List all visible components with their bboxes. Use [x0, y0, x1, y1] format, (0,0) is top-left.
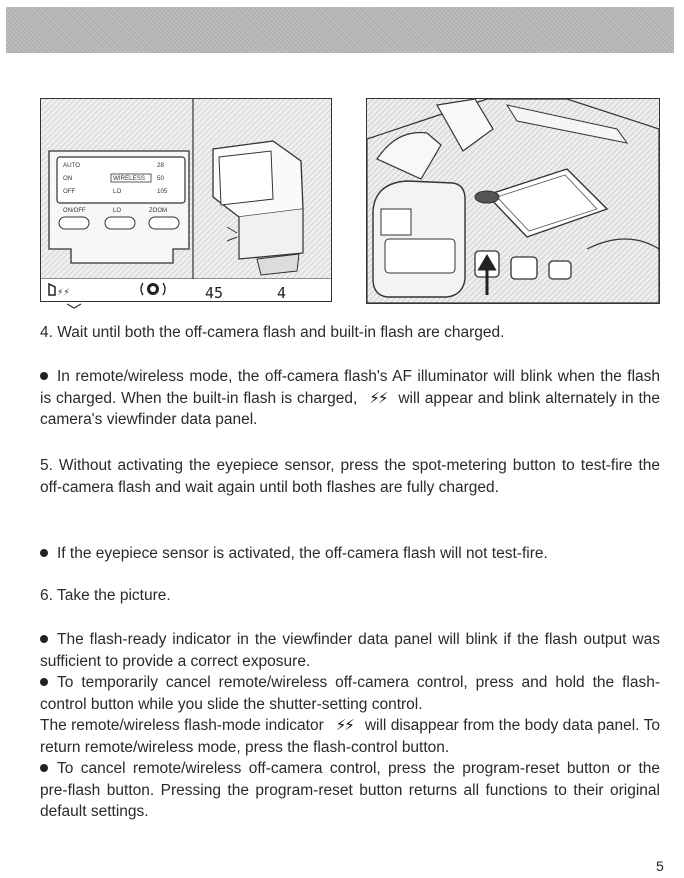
- note-text: To temporarily cancel remote/wireless off-camera control, press and hold the flash-control button while you slide the shutter-setting control.: [40, 674, 660, 713]
- note-sensor: [40, 543, 660, 565]
- bullet-icon: [40, 549, 48, 557]
- panel-label: ON: [63, 175, 73, 182]
- step-6: 6. Take the picture.: [40, 587, 171, 604]
- button-label: LO: [113, 208, 122, 214]
- flash-unit-illustration: [40, 98, 332, 302]
- bullet-icon: [40, 635, 48, 643]
- panel-label: 28: [157, 162, 164, 169]
- flash-indicator-icon: ⚡⚡: [369, 389, 387, 407]
- svg-text:⚡⚡: ⚡⚡: [57, 288, 70, 298]
- bullet-icon: [40, 764, 48, 772]
- step-4: 4. Wait until both the off-camera flash and built-in flash are charged.: [40, 324, 505, 341]
- panel-label: LO: [113, 188, 122, 195]
- panel-label: OFF: [63, 188, 76, 195]
- panel-label: AUTO: [63, 162, 81, 169]
- note-indicator: [40, 629, 660, 672]
- flash-indicator-icon: ⚡⚡: [335, 717, 353, 734]
- flash-unit-drawing: [41, 99, 331, 301]
- camera-body-drawing: [367, 99, 659, 303]
- note-text: The flash-ready indicator in the viewfinder data panel will blink if the flash output was sufficient to provide a correct exposure.: [40, 631, 660, 670]
- bullet-icon: [40, 678, 48, 686]
- button-label: ON/OFF: [63, 208, 86, 214]
- note-text: To cancel remote/wireless off-camera control, press the program-reset button or the pre-flash button. Pressing the program-reset button returns all functions to their original default settings.: [40, 760, 660, 820]
- note-text: In remote/wireless mode, the off-camera flash's AF illuminator will blink when the flash is charged. When the built-in flash is charged,: [40, 368, 660, 407]
- lcd-distance: 45: [205, 284, 224, 301]
- note-text: will appear and blink alternately in the camera's viewfinder data panel.: [40, 389, 660, 428]
- bullet-icon: [40, 372, 48, 380]
- camera-body-illustration: [366, 98, 660, 304]
- note-cancel-temp: [40, 672, 660, 715]
- button-label: ZOOM: [149, 208, 167, 214]
- page-number: 5: [656, 858, 664, 874]
- note-text: If the eyepiece sensor is activated, the off-camera flash will not test-fire.: [57, 545, 548, 562]
- note-text: will disappear from the body data panel. To return remote/wireless mode, press the flash-control button.: [40, 717, 660, 756]
- step-5: 5. Without activating the eyepiece sensor, press the spot-metering button to test-fire the off-camera flash and wait again until both flashes are fully charged.: [40, 457, 660, 496]
- panel-label: 50: [157, 175, 164, 182]
- panel-label: WIRELESS: [113, 175, 145, 182]
- panel-label: 105: [157, 188, 168, 195]
- note-indicator-disappear: [40, 715, 660, 758]
- note-ready: [40, 366, 660, 431]
- pointer-mark: [66, 303, 82, 309]
- note-text: The remote/wireless flash-mode indicator: [40, 717, 324, 734]
- header-band: [6, 7, 674, 53]
- lcd-aperture: 4: [277, 284, 287, 301]
- note-cancel: [40, 758, 660, 823]
